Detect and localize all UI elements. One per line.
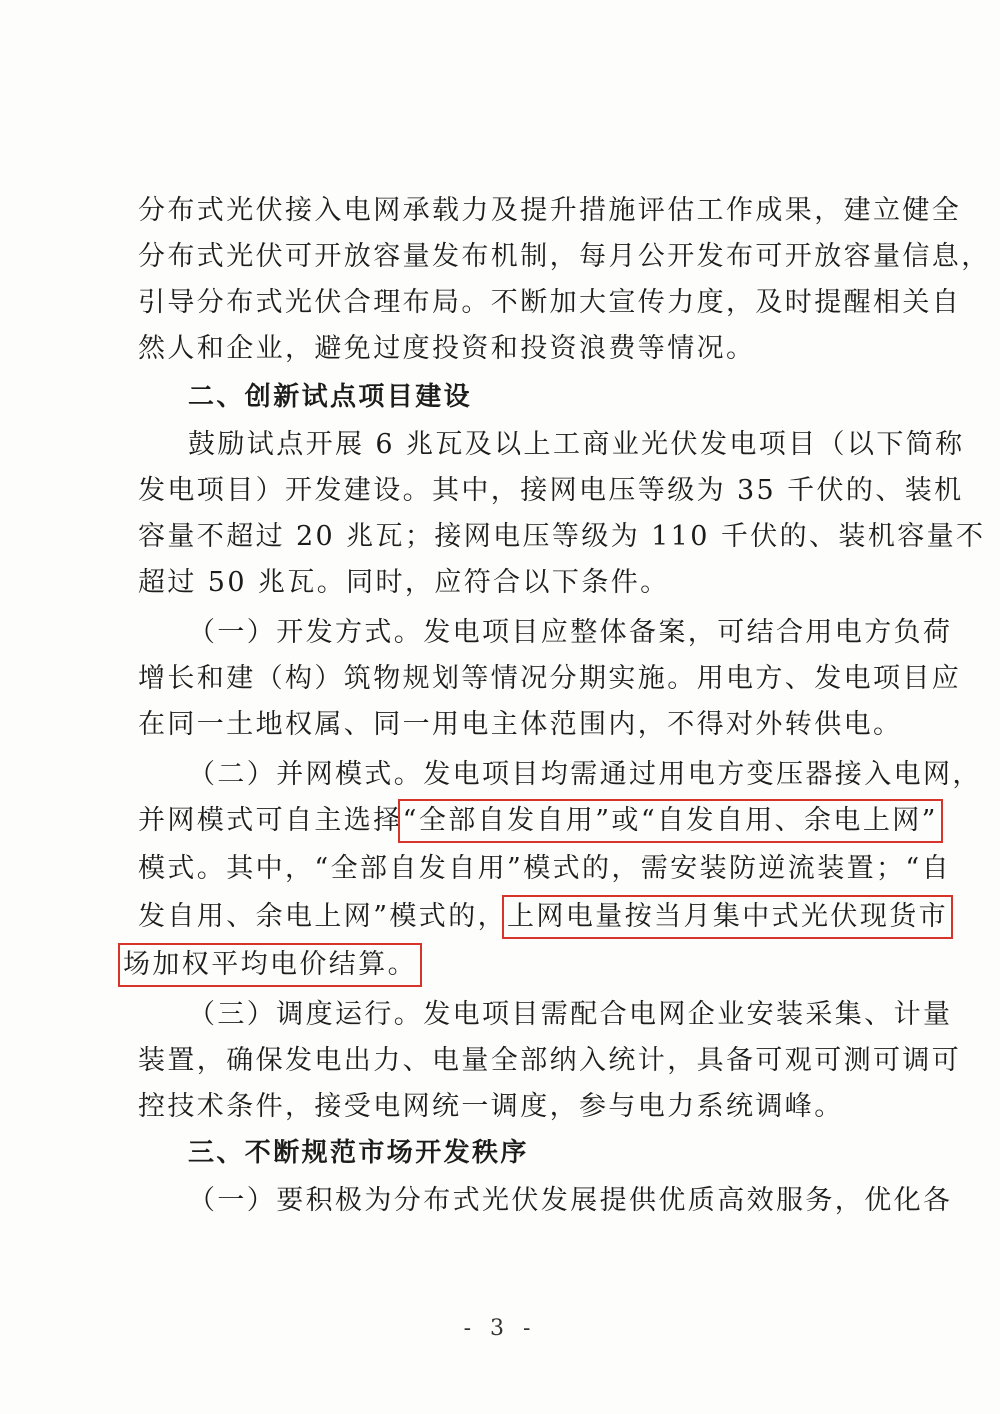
body-text-segment: 并网模式可自主选择: [138, 805, 403, 836]
body-text-line: 增长和建（构）筑物规划等情况分期实施。用电方、发电项目应: [138, 663, 962, 694]
body-text-line: 引导分布式光伏合理布局。不断加大宣传力度，及时提醒相关自: [138, 287, 962, 318]
body-text-line: 发电项目）开发建设。其中，接网电压等级为 35 千伏的、装机: [138, 475, 964, 506]
highlighted-text-box: 场加权平均电价结算。: [118, 943, 422, 987]
body-text-segment: 发自用、余电上网”模式的，: [138, 901, 508, 932]
body-text-line: 超过 50 兆瓦。同时，应符合以下条件。: [138, 567, 670, 598]
body-text-line: 然人和企业，避免过度投资和投资浪费等情况。: [138, 333, 756, 364]
body-text-line: 装置，确保发电出力、电量全部纳入统计，具备可观可测可调可: [138, 1045, 962, 1076]
body-text-line: 控技术条件，接受电网统一调度，参与电力系统调峰。: [138, 1091, 844, 1122]
section-heading-3: 三、不断规范市场开发秩序: [188, 1138, 529, 1168]
body-text-line: 分布式光伏可开放容量发布机制，每月公开发布可开放容量信息，: [138, 241, 991, 272]
body-text-line: [138, 798, 938, 844]
body-text-line: （一）开发方式。发电项目应整体备案，可结合用电方负荷: [188, 617, 953, 648]
body-text-line: 模式。其中，“全部自发自用”模式的，需安装防逆流装置；“自: [138, 853, 952, 884]
body-text-line: 在同一土地权属、同一用电主体范围内，不得对外转供电。: [138, 709, 903, 740]
section-heading-2: 二、创新试点项目建设: [188, 382, 473, 412]
body-text-line: （二）并网模式。发电项目均需通过用电方变压器接入电网，: [188, 759, 982, 790]
body-text-line: [138, 894, 949, 940]
body-text-line: 容量不超过 20 兆瓦；接网电压等级为 110 千伏的、装机容量不: [138, 521, 986, 552]
highlighted-text-box: 上网电量按当月集中式光伏现货市: [502, 895, 953, 939]
body-text-line: 鼓励试点开展 6 兆瓦及以上工商业光伏发电项目（以下简称: [188, 429, 965, 460]
page-number: - 3 -: [463, 1316, 537, 1341]
body-text-line: （一）要积极为分布式光伏发展提供优质高效服务，优化各: [188, 1185, 953, 1216]
highlighted-text-box: “全部自发自用”或“自发自用、余电上网”: [398, 799, 943, 843]
body-text-line: [123, 942, 878, 988]
body-text-line: 分布式光伏接入电网承载力及提升措施评估工作成果，建立健全: [138, 195, 962, 226]
body-text-line: （三）调度运行。发电项目需配合电网企业安装采集、计量: [188, 999, 953, 1030]
